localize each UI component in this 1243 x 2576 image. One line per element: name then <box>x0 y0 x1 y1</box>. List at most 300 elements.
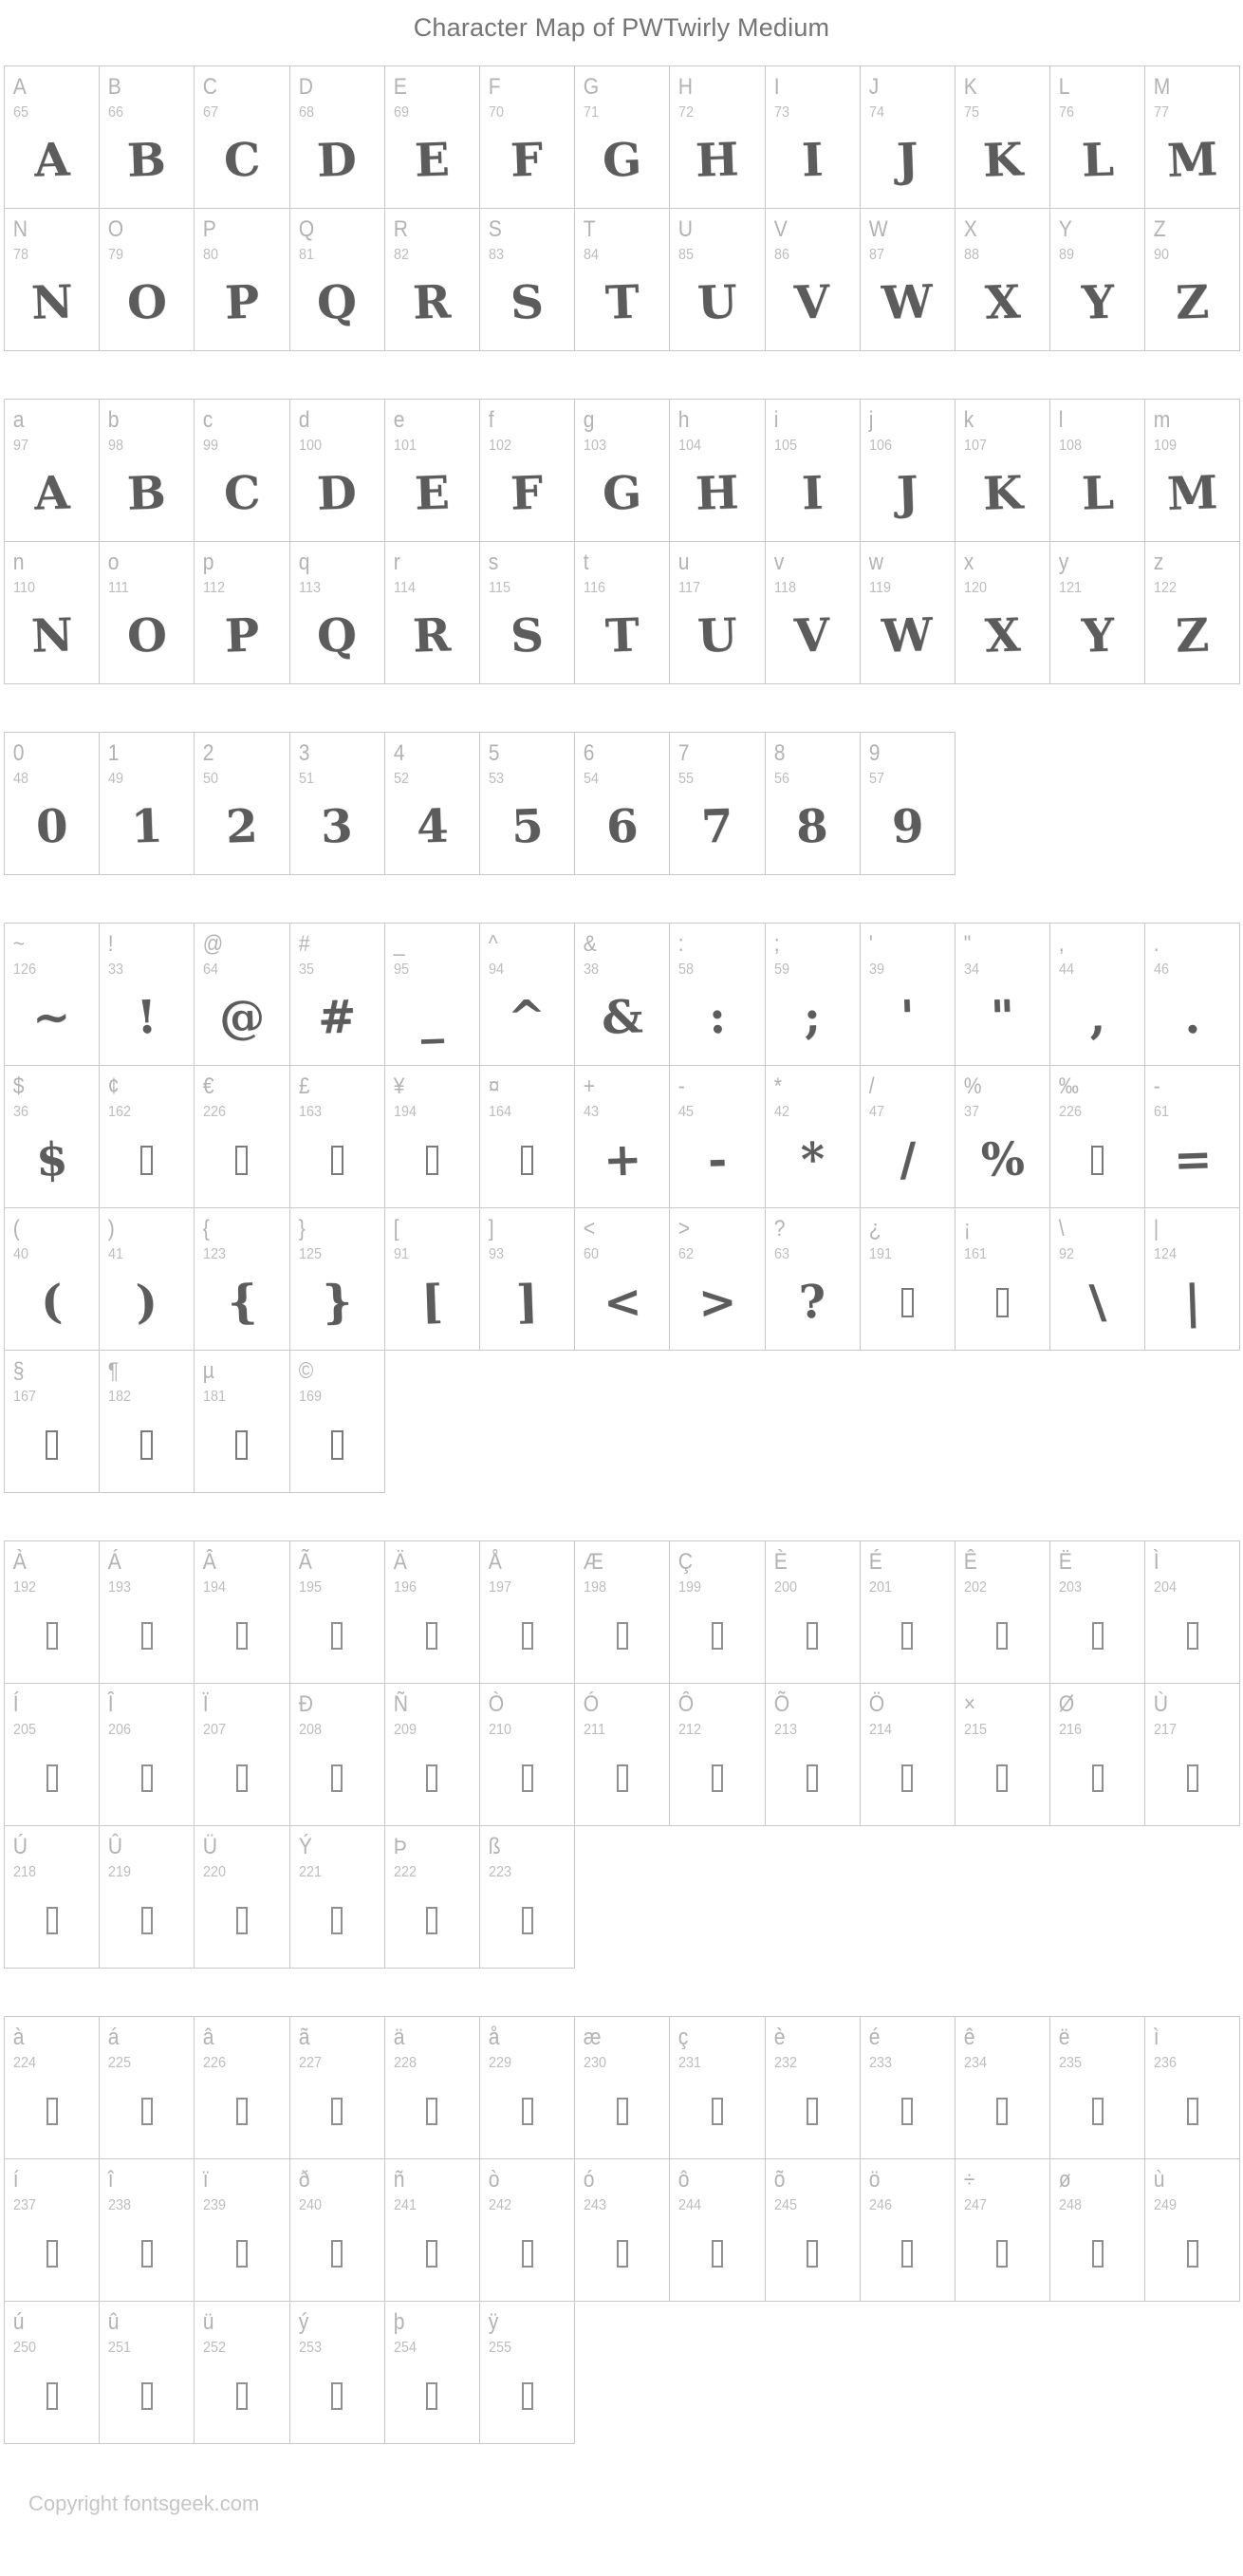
cell-code: 201 <box>868 1579 892 1596</box>
cell-glyph: Z <box>1175 608 1211 663</box>
cell-code: 234 <box>963 2055 987 2071</box>
cell-label: ð <box>298 2167 310 2193</box>
glyph-area <box>5 978 99 1065</box>
char-cell <box>5 2302 100 2444</box>
char-cell <box>861 209 955 351</box>
cell-label: + <box>583 1073 596 1099</box>
glyph-area <box>290 2213 384 2301</box>
cell-glyph: O <box>125 275 168 330</box>
cell-label: ü <box>203 2309 214 2335</box>
missing-glyph-tofu-box <box>426 1764 437 1792</box>
cell-code: 101 <box>393 438 417 454</box>
cell-glyph: C <box>222 466 262 521</box>
cell-code: 53 <box>488 771 504 787</box>
cell-code: 41 <box>108 1246 124 1262</box>
cell-glyph: } <box>321 1275 353 1330</box>
char-cell <box>861 924 955 1066</box>
missing-glyph-tofu-box <box>141 1622 153 1650</box>
glyph-area <box>480 2213 574 2301</box>
cell-glyph: X <box>983 275 1022 330</box>
char-cell <box>1145 1541 1240 1684</box>
missing-glyph-tofu-box <box>331 1764 343 1792</box>
cell-label: Q <box>298 216 314 242</box>
cell-label: Ô <box>678 1691 695 1717</box>
cell-glyph: < <box>602 1275 642 1330</box>
missing-glyph-tofu-box <box>712 1764 723 1792</box>
char-cell <box>100 1351 195 1493</box>
missing-glyph-tofu-box <box>1187 2240 1198 2268</box>
cell-code: 227 <box>298 2055 322 2071</box>
cell-code: 199 <box>678 1579 702 1596</box>
glyph-area <box>290 1120 384 1207</box>
glyph-area <box>385 1738 479 1825</box>
glyph-area <box>861 121 955 208</box>
cell-code: 99 <box>203 438 219 454</box>
char-cell <box>5 1684 100 1826</box>
cell-code: 226 <box>203 1104 227 1120</box>
cell-label: / <box>868 1073 875 1099</box>
glyph-area <box>766 2071 860 2158</box>
cell-label: P <box>203 216 217 242</box>
cell-glyph: S <box>510 275 545 330</box>
cell-code: 107 <box>963 438 987 454</box>
missing-glyph-tofu-box <box>236 1907 248 1934</box>
glyph-area <box>195 454 288 541</box>
cell-label: Í <box>12 1691 19 1717</box>
cell-glyph: \ <box>1087 1275 1107 1330</box>
cell-code: 220 <box>203 1864 227 1880</box>
glyph-area <box>955 596 1049 683</box>
cell-code: 75 <box>963 104 979 121</box>
char-cell <box>290 2159 385 2302</box>
cell-glyph: N <box>29 275 74 330</box>
cell-label: Ù <box>1154 1691 1169 1717</box>
cell-label: e <box>393 407 405 433</box>
glyph-area <box>195 2071 288 2158</box>
char-cell <box>861 400 955 542</box>
cell-label: > <box>678 1216 691 1241</box>
cell-glyph: { <box>226 1275 258 1330</box>
missing-glyph-tofu-box <box>140 1146 153 1175</box>
missing-glyph-tofu-box <box>522 1907 533 1934</box>
char-cell <box>861 542 955 684</box>
cell-code: 233 <box>868 2055 892 2071</box>
glyph-area <box>955 1262 1049 1350</box>
glyph-area <box>766 1120 860 1207</box>
missing-glyph-tofu-box <box>331 2098 343 2125</box>
glyph-area <box>5 2356 99 2443</box>
cell-code: 197 <box>488 1579 511 1596</box>
cell-code: 103 <box>584 438 607 454</box>
cell-code: 85 <box>678 247 695 263</box>
glyph-area <box>1050 978 1144 1065</box>
cell-label: Â <box>203 1549 217 1575</box>
glyph-area <box>766 2213 860 2301</box>
glyph-area <box>766 121 860 208</box>
cell-label: ] <box>488 1216 494 1241</box>
missing-glyph-tofu-box <box>426 2240 437 2268</box>
glyph-area <box>575 1120 669 1207</box>
char-cell <box>1145 2159 1240 2302</box>
glyph-area <box>861 1596 955 1683</box>
cell-label: ^ <box>488 931 498 957</box>
cell-code: 236 <box>1154 2055 1178 2071</box>
glyph-area <box>290 121 384 208</box>
glyph-area <box>100 787 194 874</box>
cell-label: à <box>12 2025 25 2050</box>
cell-code: 52 <box>393 771 409 787</box>
char-cell <box>100 1541 195 1684</box>
glyph-area <box>195 1596 288 1683</box>
glyph-area <box>575 787 669 874</box>
cell-label: A <box>12 74 27 100</box>
cell-label: Ü <box>203 1834 218 1859</box>
cell-label: Ø <box>1058 1691 1075 1717</box>
missing-glyph-tofu-box <box>331 1907 343 1934</box>
missing-glyph-tofu-box <box>996 2240 1008 2268</box>
glyph-area <box>575 1596 669 1683</box>
glyph-area <box>670 1738 764 1825</box>
missing-glyph-tofu-box <box>331 2240 343 2268</box>
missing-glyph-tofu-box <box>331 2382 343 2410</box>
cell-code: 248 <box>1059 2197 1083 2213</box>
glyph-area <box>1145 2071 1239 2158</box>
char-cell <box>861 733 955 875</box>
missing-glyph-tofu-box <box>1187 1764 1198 1792</box>
cell-label: ' <box>868 931 873 957</box>
cell-glyph: . <box>1183 990 1202 1045</box>
cell-code: 195 <box>298 1579 322 1596</box>
cell-code: 182 <box>108 1389 132 1405</box>
glyph-area <box>480 2356 574 2443</box>
cell-label: i <box>773 407 779 433</box>
cell-glyph: F <box>510 466 545 521</box>
glyph-area <box>100 1880 194 1968</box>
char-cell <box>670 1066 765 1208</box>
cell-glyph: B <box>126 133 168 188</box>
char-cell <box>385 66 480 209</box>
missing-glyph-tofu-box <box>1092 1622 1104 1650</box>
cell-code: 162 <box>108 1104 132 1120</box>
cell-label: F <box>488 74 501 100</box>
cell-label: Ñ <box>393 1691 408 1717</box>
char-cell <box>955 2159 1050 2302</box>
cell-label: á <box>107 2025 120 2050</box>
glyph-area <box>575 1738 669 1825</box>
cell-glyph: N <box>29 608 74 663</box>
cell-label: ¡ <box>963 1216 971 1241</box>
cell-label: µ <box>203 1358 215 1384</box>
char-cell <box>5 1066 100 1208</box>
cell-label: % <box>963 1073 982 1099</box>
cell-label: È <box>773 1549 788 1575</box>
cell-label: h <box>678 407 690 433</box>
cell-code: 253 <box>298 2340 322 2356</box>
missing-glyph-tofu-box <box>236 2382 248 2410</box>
char-cell <box>1050 66 1145 209</box>
cell-label: y <box>1058 550 1069 575</box>
cell-glyph: ^ <box>507 990 547 1045</box>
glyph-area <box>100 2213 194 2301</box>
cell-code: 118 <box>773 580 796 596</box>
cell-glyph: T <box>603 275 640 330</box>
cell-label: [ <box>393 1216 399 1241</box>
cell-label: } <box>298 1216 306 1241</box>
char-cell <box>1145 1208 1240 1351</box>
page-title: Character Map of PWTwirly Medium <box>413 13 830 42</box>
cell-label: C <box>203 74 218 100</box>
char-cell <box>480 2017 575 2159</box>
char-cell <box>480 2302 575 2444</box>
char-cell <box>670 400 765 542</box>
cell-label: s <box>488 550 499 575</box>
cell-label: æ <box>583 2025 602 2050</box>
cell-code: 55 <box>678 771 695 787</box>
cell-label: w <box>868 550 883 575</box>
char-cell <box>670 209 765 351</box>
cell-label: $ <box>12 1073 25 1099</box>
cell-code: 105 <box>773 438 797 454</box>
glyph-area <box>575 1262 669 1350</box>
glyph-area <box>1050 1596 1144 1683</box>
cell-label: V <box>773 216 788 242</box>
glyph-area <box>670 2213 764 2301</box>
missing-glyph-tofu-box <box>426 1146 438 1175</box>
char-block-symbols <box>4 923 1240 1493</box>
missing-glyph-tofu-box <box>522 1764 533 1792</box>
cell-label: g <box>583 407 595 433</box>
char-cell <box>5 2159 100 2302</box>
char-cell <box>670 542 765 684</box>
cell-code: 126 <box>13 961 37 978</box>
missing-glyph-tofu-box <box>901 2240 913 2268</box>
char-cell <box>670 1541 765 1684</box>
cell-code: 110 <box>13 580 35 596</box>
cell-glyph: K <box>981 133 1024 188</box>
glyph-area <box>195 978 288 1065</box>
cell-code: 125 <box>298 1246 322 1262</box>
char-cell <box>766 209 861 351</box>
glyph-area <box>575 263 669 350</box>
glyph-area <box>861 787 955 874</box>
cell-code: 167 <box>13 1389 37 1405</box>
glyph-area <box>385 121 479 208</box>
missing-glyph-tofu-box <box>426 1907 437 1934</box>
char-cell <box>385 400 480 542</box>
cell-label: j <box>868 407 874 433</box>
cell-glyph: H <box>695 466 740 521</box>
char-cell <box>385 1208 480 1351</box>
cell-code: 76 <box>1059 104 1075 121</box>
char-cell <box>5 400 100 542</box>
cell-label: E <box>393 74 407 100</box>
char-cell <box>575 1066 670 1208</box>
char-cell <box>955 209 1050 351</box>
char-cell <box>5 66 100 209</box>
missing-glyph-tofu-box <box>46 2240 58 2268</box>
char-cell <box>195 733 289 875</box>
glyph-area <box>480 596 574 683</box>
cell-glyph: R <box>412 608 453 663</box>
glyph-area <box>385 2071 479 2158</box>
glyph-area <box>5 454 99 541</box>
cell-glyph: $ <box>34 1132 69 1187</box>
cell-label: Ç <box>678 1549 694 1575</box>
cell-code: 97 <box>13 438 29 454</box>
cell-code: 47 <box>868 1104 884 1120</box>
cell-label: { <box>203 1216 211 1241</box>
cell-code: 221 <box>298 1864 322 1880</box>
cell-label: , <box>1058 931 1065 957</box>
glyph-area <box>670 1120 764 1207</box>
glyph-area <box>100 596 194 683</box>
glyph-area <box>670 121 764 208</box>
cell-code: 213 <box>773 1722 797 1738</box>
missing-glyph-tofu-box <box>807 2240 818 2268</box>
glyph-area <box>480 263 574 350</box>
cell-glyph: G <box>602 133 643 188</box>
missing-glyph-tofu-box <box>1092 1764 1104 1792</box>
cell-label: n <box>12 550 25 575</box>
char-cell <box>1145 66 1240 209</box>
glyph-area <box>480 1880 574 1968</box>
cell-label: § <box>12 1358 25 1384</box>
cell-label: Û <box>107 1834 123 1859</box>
char-cell <box>480 1826 575 1969</box>
glyph-area <box>195 1262 288 1350</box>
char-cell <box>5 1351 100 1493</box>
cell-label: ¶ <box>107 1358 120 1384</box>
char-cell <box>1050 924 1145 1066</box>
cell-code: 102 <box>488 438 511 454</box>
missing-glyph-tofu-box <box>712 1622 723 1650</box>
glyph-area <box>5 263 99 350</box>
cell-label: ¿ <box>868 1216 881 1241</box>
glyph-area <box>1050 454 1144 541</box>
missing-glyph-tofu-box <box>46 1764 58 1792</box>
glyph-area <box>575 121 669 208</box>
glyph-area <box>100 978 194 1065</box>
glyph-area <box>766 1596 860 1683</box>
missing-glyph-tofu-box <box>140 1430 153 1460</box>
cell-label: c <box>203 407 213 433</box>
cell-label: O <box>107 216 124 242</box>
missing-glyph-tofu-box <box>712 2240 723 2268</box>
glyph-area <box>1145 121 1239 208</box>
char-cell <box>100 733 195 875</box>
glyph-area <box>1050 1120 1144 1207</box>
cell-label: € <box>203 1073 214 1099</box>
cell-code: 57 <box>868 771 884 787</box>
cell-label: × <box>963 1691 976 1717</box>
cell-code: 63 <box>773 1246 789 1262</box>
char-cell <box>100 1684 195 1826</box>
cell-code: 93 <box>488 1246 504 1262</box>
missing-glyph-tofu-box <box>235 1146 248 1175</box>
cell-code: 45 <box>678 1104 695 1120</box>
cell-glyph: X <box>983 608 1022 663</box>
cell-label: Å <box>488 1549 502 1575</box>
cell-code: 164 <box>488 1104 511 1120</box>
cell-label: d <box>298 407 310 433</box>
cell-glyph: M <box>1166 466 1219 521</box>
char-cell <box>861 1541 955 1684</box>
char-block-accented-uppercase <box>4 1540 1240 1969</box>
cell-glyph: 3 <box>320 799 354 854</box>
cell-code: 37 <box>963 1104 979 1120</box>
glyph-area <box>766 1738 860 1825</box>
char-cell <box>385 542 480 684</box>
cell-label: Y <box>1058 216 1072 242</box>
cell-label: z <box>1154 550 1164 575</box>
missing-glyph-tofu-box <box>521 1146 533 1175</box>
cell-code: 74 <box>868 104 884 121</box>
cell-glyph: ~ <box>31 990 72 1045</box>
glyph-area <box>100 263 194 350</box>
char-cell <box>100 2017 195 2159</box>
missing-glyph-tofu-box <box>1092 2240 1104 2268</box>
cell-label: ô <box>678 2167 690 2193</box>
char-cell <box>1145 1066 1240 1208</box>
char-cell <box>385 924 480 1066</box>
char-cell <box>1050 1541 1145 1684</box>
char-cell <box>955 66 1050 209</box>
cell-label: @ <box>203 931 224 957</box>
cell-glyph: ( <box>40 1275 64 1330</box>
cell-glyph: / <box>898 1132 918 1187</box>
glyph-area <box>290 263 384 350</box>
glyph-area <box>100 2071 194 2158</box>
cell-label: 9 <box>868 740 881 766</box>
cell-label: Ê <box>963 1549 977 1575</box>
cell-code: 39 <box>868 961 884 978</box>
cell-label: M <box>1154 74 1171 100</box>
char-cell <box>195 1351 289 1493</box>
missing-glyph-tofu-box <box>996 2098 1008 2125</box>
cell-glyph: 7 <box>700 799 734 854</box>
cell-label: ) <box>107 1216 116 1241</box>
cell-glyph: L <box>1080 133 1115 188</box>
missing-glyph-tofu-box <box>46 2382 58 2410</box>
cell-code: 111 <box>108 580 130 596</box>
cell-glyph: > <box>696 1275 737 1330</box>
glyph-area <box>766 596 860 683</box>
cell-code: 58 <box>678 961 695 978</box>
cell-code: 81 <box>298 247 314 263</box>
cell-code: 56 <box>773 771 789 787</box>
glyph-area <box>1145 1738 1239 1825</box>
glyph-area <box>100 121 194 208</box>
cell-label: ø <box>1058 2167 1071 2193</box>
cell-glyph: Y <box>1080 275 1115 330</box>
cell-code: 194 <box>203 1579 227 1596</box>
char-cell <box>575 733 670 875</box>
cell-code: 238 <box>108 2197 132 2213</box>
cell-code: 123 <box>203 1246 227 1262</box>
cell-glyph: 1 <box>130 799 164 854</box>
cell-label: Æ <box>583 1549 604 1575</box>
cell-glyph: I <box>800 466 825 521</box>
missing-glyph-tofu-box <box>46 2098 58 2125</box>
cell-label: Ï <box>203 1691 210 1717</box>
cell-glyph: ] <box>515 1275 539 1330</box>
cell-label: ë <box>1058 2025 1070 2050</box>
cell-label: k <box>963 407 974 433</box>
cell-code: 244 <box>678 2197 702 2213</box>
glyph-area <box>861 1738 955 1825</box>
char-cell <box>1145 1684 1240 1826</box>
cell-label: J <box>868 74 880 100</box>
